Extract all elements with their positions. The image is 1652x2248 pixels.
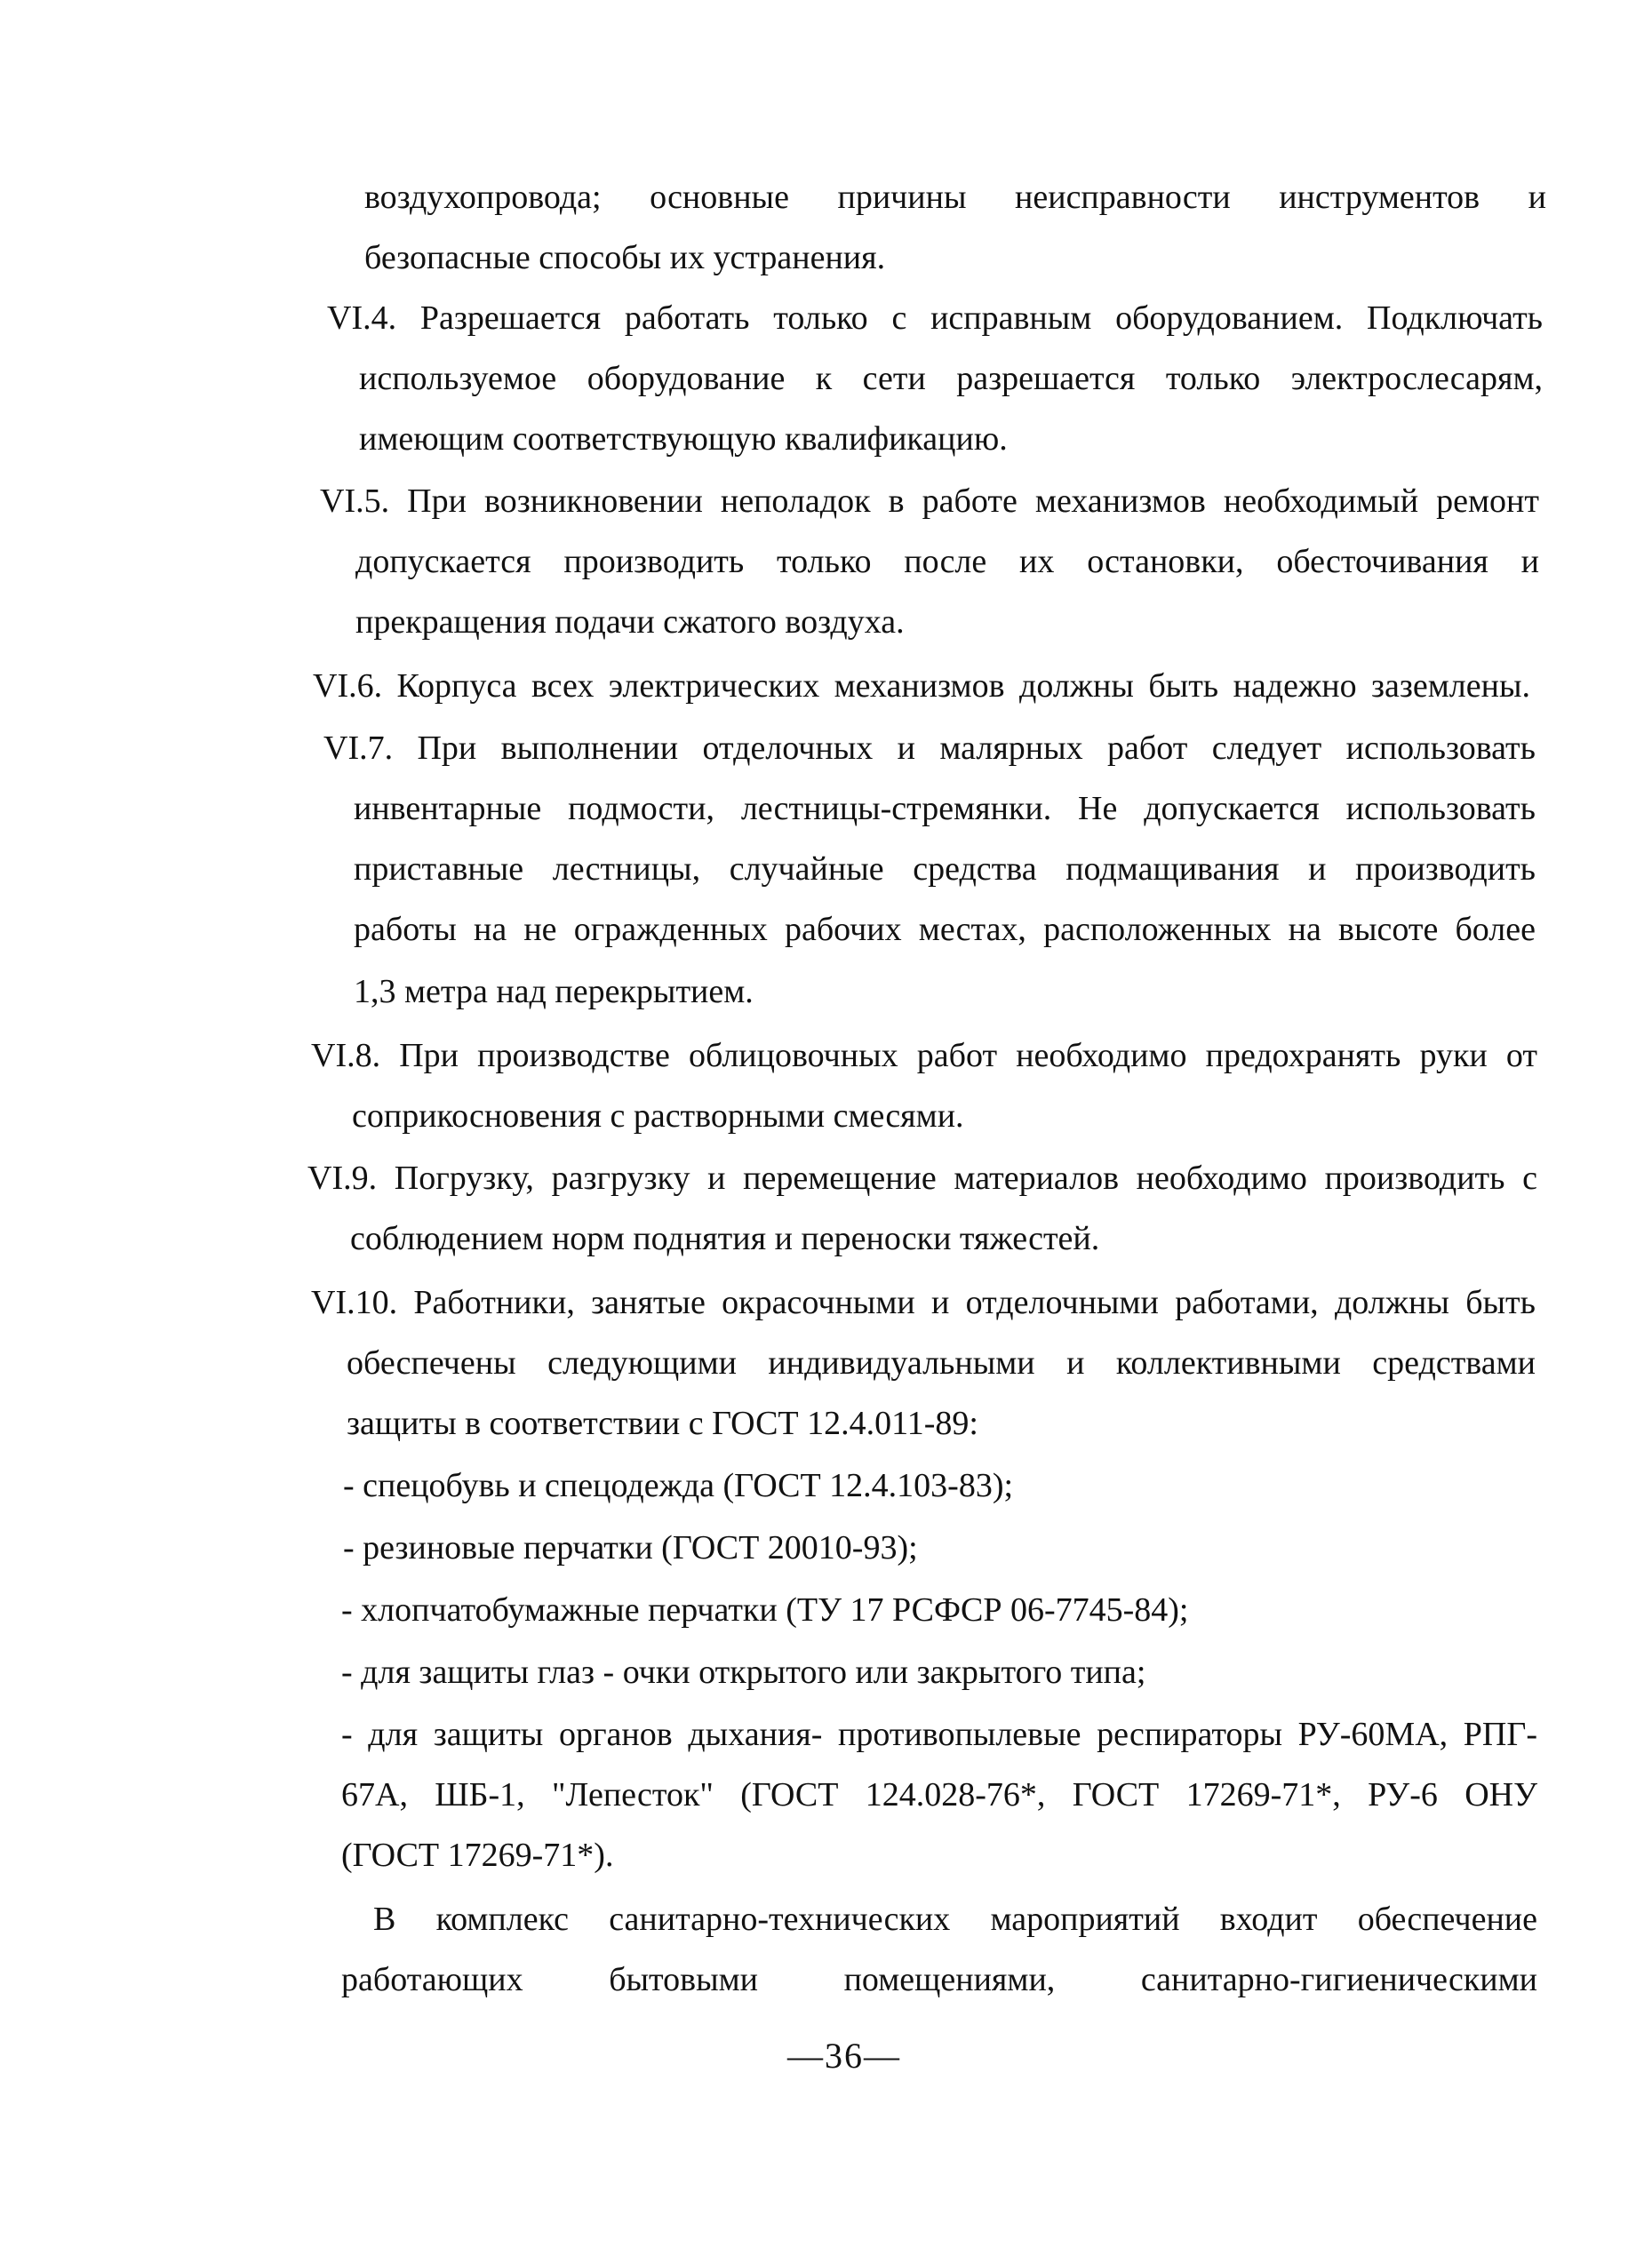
page-number: —36—	[787, 2036, 901, 2076]
text-line: приставные лестницы, случайные средства подмащивания и производить	[354, 850, 1536, 888]
text-line: инвентарные подмости, лестницы-стремянки. Не допускается использовать	[354, 790, 1536, 827]
list-item: - резиновые перчатки (ГОСТ 20010-93);	[343, 1529, 918, 1566]
text-line: допускается производить только после их остановки, обесточивания и	[355, 543, 1539, 580]
text-line: прекращения подачи сжатого воздуха.	[355, 603, 905, 641]
text-line: работающих бытовыми помещениями, санитарно-гигиеническими	[341, 1961, 1537, 1998]
text-line: 1,3 метра над перекрытием.	[354, 973, 754, 1010]
text-line: В комплекс санитарно-технических мароприятий входит обеспечение	[373, 1901, 1537, 1938]
text-line: (ГОСТ 17269-71*).	[341, 1837, 614, 1874]
text-line: VI.7. При выполнении отделочных и малярных работ следует использовать	[323, 729, 1536, 767]
text-line: VI.8. При производстве облицовочных работ необходимо предохранять руки от	[311, 1037, 1537, 1074]
text-line: обеспечены следующими индивидуальными и коллективными средствами	[347, 1344, 1536, 1382]
text-line: защиты в соответствии с ГОСТ 12.4.011-89:	[347, 1405, 978, 1442]
text-line: VI.9. Погрузку, разгрузку и перемещение материалов необходимо производить с	[307, 1160, 1537, 1197]
text-line: 67А, ШБ-1, "Лепесток" (ГОСТ 124.028-76*, ГОСТ 17269-71*, РУ-6 ОНУ	[341, 1776, 1537, 1814]
list-item: - хлопчатобумажные перчатки (ТУ 17 РСФСР 06-7745-84);	[341, 1591, 1189, 1629]
text-line: соприкосновения с растворными смесями.	[352, 1097, 964, 1135]
text-line: безопасные способы их устранения.	[364, 239, 886, 276]
text-line: имеющим соответствующую квалификацию.	[359, 420, 1008, 458]
text-line: VI.6. Корпуса всех электрических механизмов должны быть надежно заземлены.	[313, 667, 1530, 705]
text-line: соблюдением норм поднятия и переноски тяжестей.	[350, 1220, 1100, 1257]
text-line: VI.5. При возникновении неполадок в работе механизмов необходимый ремонт	[320, 482, 1539, 520]
list-item: - для защиты органов дыхания- противопылевые респираторы РУ-60МА, РПГ-	[341, 1716, 1537, 1753]
text-line: VI.10. Работники, занятые окрасочными и отделочными работами, должны быть	[311, 1284, 1536, 1321]
list-item: - для защиты глаз - очки открытого или закрытого типа;	[341, 1654, 1146, 1691]
text-line: используемое оборудование к сети разрешается только электрослесарям,	[359, 360, 1543, 397]
text-line: VI.4. Разрешается работать только с исправным оборудованием. Подключать	[327, 299, 1543, 337]
text-line: воздухопровода; основные причины неисправности инструментов и	[364, 179, 1546, 216]
text-line: работы на не огражденных рабочих местах, расположенных на высоте более	[354, 911, 1536, 948]
list-item: - спецобувь и спецодежда (ГОСТ 12.4.103-83);	[343, 1467, 1014, 1504]
